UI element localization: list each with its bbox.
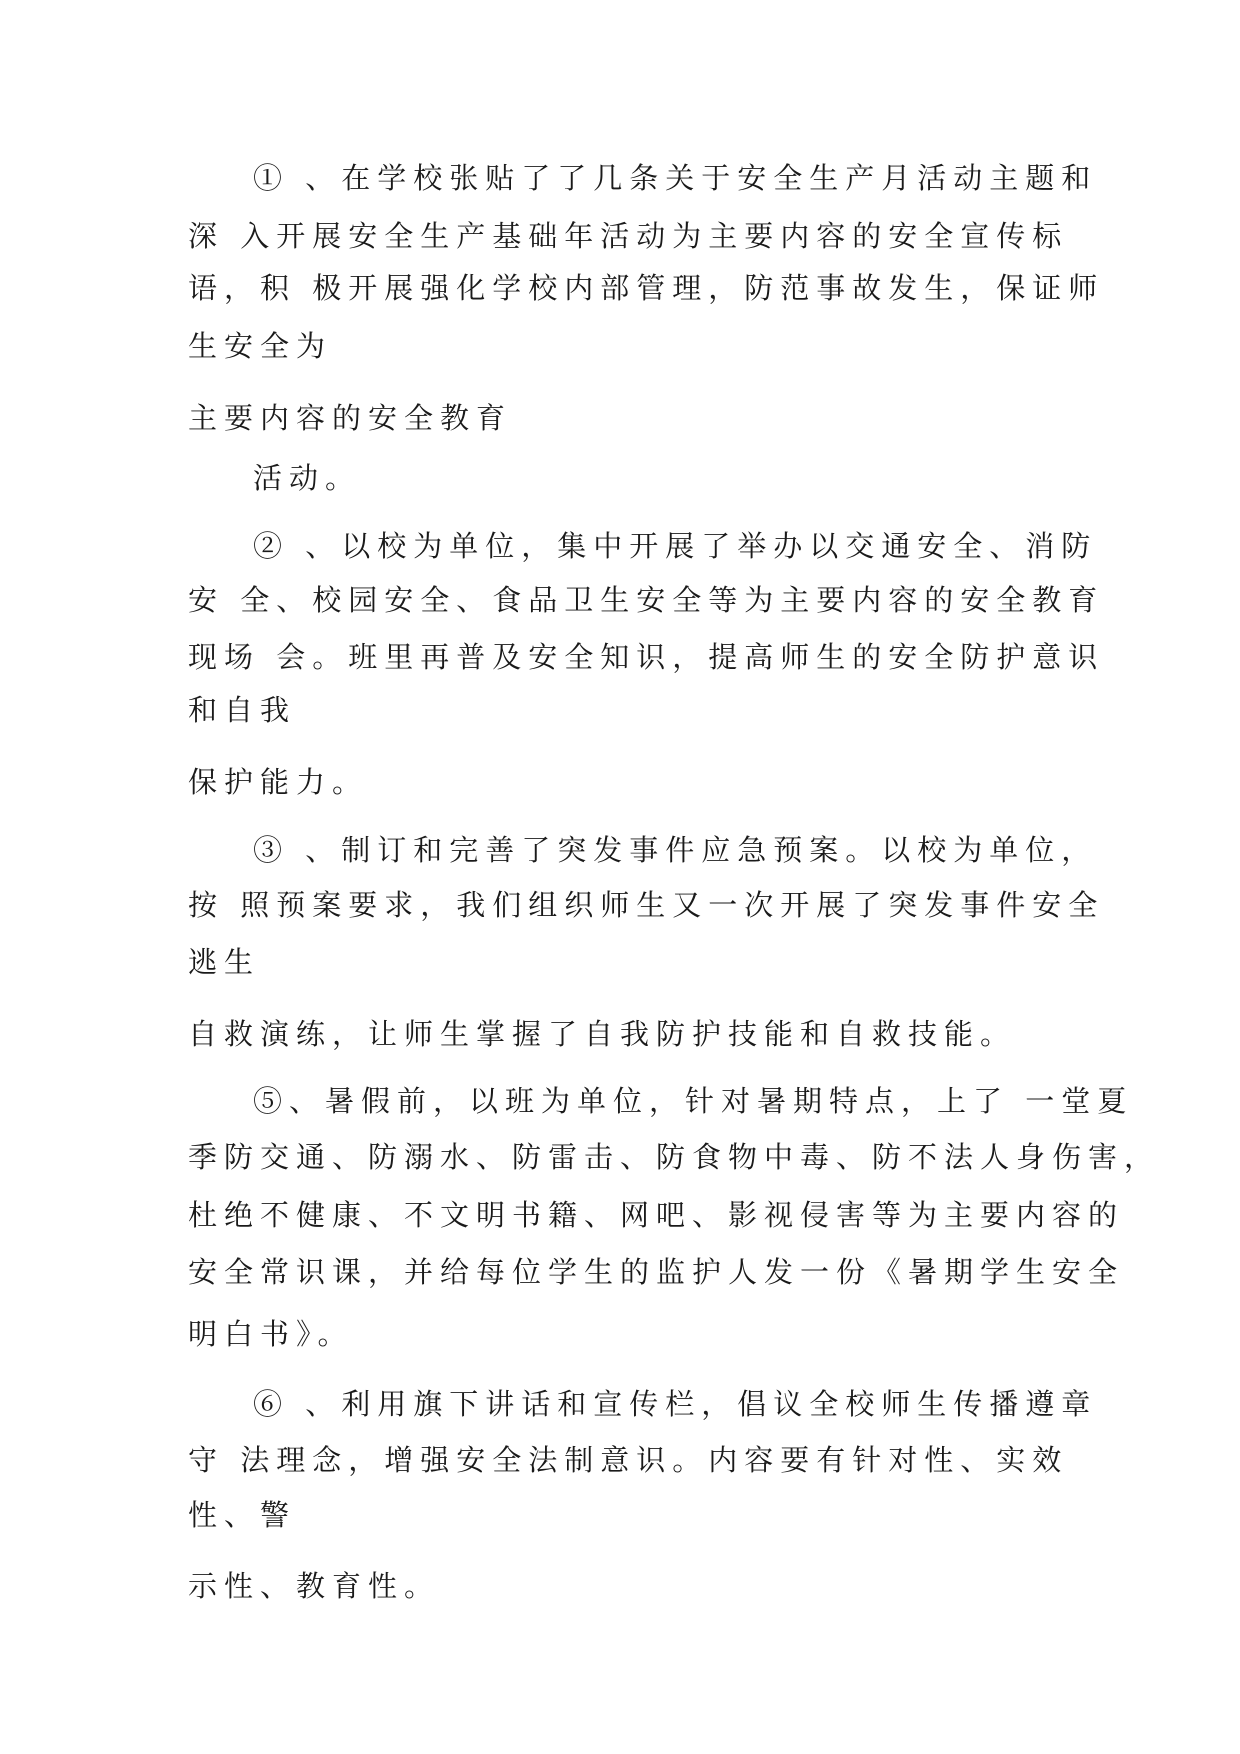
- text-line: 生安全为: [188, 329, 333, 363]
- text-line: 守 法理念，增强安全法制意识。内容要有针对性、实效: [188, 1443, 1069, 1477]
- text-line: 活动。: [253, 461, 362, 495]
- text-line: ⑤、暑假前，以班为单位，针对暑期特点，上了 一堂夏: [253, 1084, 1134, 1118]
- text-line: 杜绝不健康、不文明书籍、网吧、影视侵害等为主要内容的: [188, 1198, 1125, 1232]
- text-line: 性、警: [188, 1498, 297, 1532]
- text-line: ② 、以校为单位，集中开展了举办以交通安全、消防: [253, 529, 1098, 563]
- text-line: 按 照预案要求，我们组织师生又一次开展了突发事件安全: [188, 888, 1105, 922]
- text-line: 和自我: [188, 693, 297, 727]
- text-line: 深 入开展安全生产基础年活动为主要内容的安全宣传标: [188, 219, 1069, 253]
- text-line: ⑥ 、利用旗下讲话和宣传栏，倡议全校师生传播遵章: [253, 1387, 1098, 1421]
- text-line: 明白书》。: [188, 1317, 354, 1351]
- text-line: 安全常识课，并给每位学生的监护人发一份《暑期学生安全: [188, 1255, 1125, 1289]
- text-line: 安 全、校园安全、食品卫生安全等为主要内容的安全教育: [188, 583, 1105, 617]
- text-line: 语，积 极开展强化学校内部管理，防范事故发生，保证师: [188, 271, 1105, 305]
- text-line: 主要内容的安全教育: [188, 401, 513, 435]
- text-line: 保护能力。: [188, 765, 369, 799]
- text-line: 示性、教育性。: [188, 1569, 441, 1603]
- text-line: 季防交通、防溺水、防雷击、防食物中毒、防不法人身伤害，: [188, 1140, 1161, 1174]
- text-line: 现场 会。班里再普及安全知识，提高师生的安全防护意识: [188, 640, 1105, 674]
- text-line: 自救演练，让师生掌握了自我防护技能和自救技能。: [188, 1017, 1017, 1051]
- text-line: ① 、在学校张贴了了几条关于安全生产月活动主题和: [253, 161, 1098, 195]
- text-line: 逃生: [188, 945, 261, 979]
- text-line: ③ 、制订和完善了突发事件应急预案。以校为单位，: [253, 833, 1098, 867]
